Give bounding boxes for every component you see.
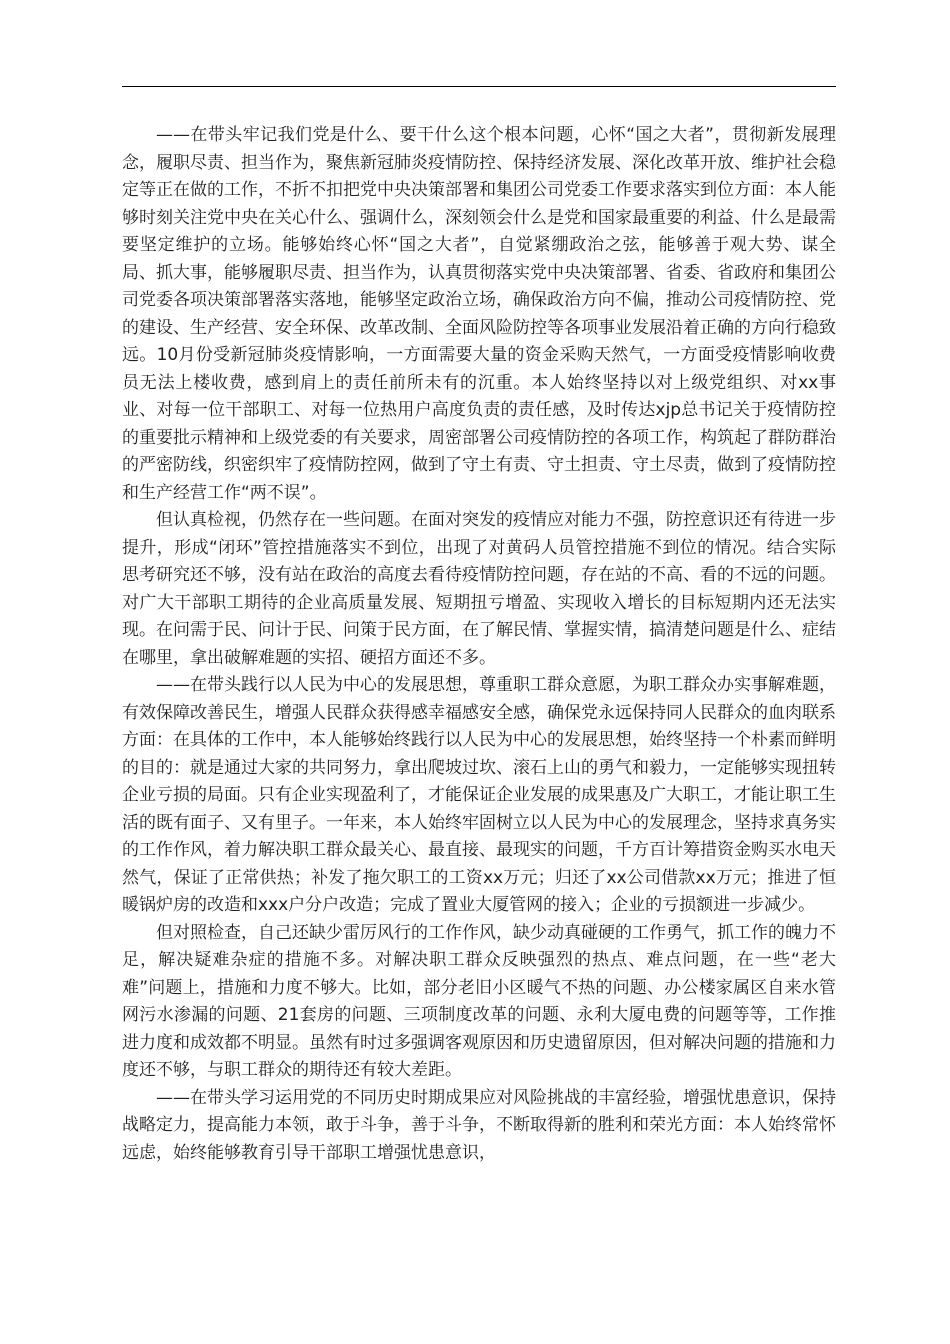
paragraph-3: ——在带头践行以人民为中心的发展思想，尊重职工群众意愿，为职工群众办实事解难题，有效保障改善民生，增强人民群众获得感幸福感安全感，确保党永远保持同人民群众的血肉联系方面：在具体的工作中，本人能够始终践行以人民为中心的发展思想，始终坚持一个朴素而鲜明的目的：就是通过大家的共同努力，拿出爬坡过坎、滚石上山的勇气和毅力，一定能够实现扭转企业亏损的局面。只有企业实现盈利了，才能保证企业发展的成果惠及广大职工，才能让职工生活的既有面子、又有里子。一年来，本人始终牢固树立以人民为中心的发展理念，坚持求真务实的工作作风，着力解决职工群众最关心、最直接、最现实的问题，千方百计筹措资金购买水电天然气，保证了正常供热；补发了拖欠职工的工资xx万元；归还了xx公司借款xx万元；推进了恒暖锅炉房的改造和xxx户分户改造；完成了置业大厦管网的接入；企业的亏损额进一步减少。 <box>122 675 836 915</box>
header-rule <box>122 86 836 87</box>
paragraph-4: 但对照检查，自己还缺少雷厉风行的工作作风，缺少动真碰硬的工作勇气，抓工作的魄力不足，解决疑难杂症的措施不多。对解决职工群众反映强烈的热点、难点问题，在一些“老大难”问题上，措施和力度不够大。比如，部分老旧小区暖气不热的问题、办公楼家属区自来水管网污水渗漏的问题、21套房的问题、三项制度改革的问题、永利大厦电费的问题等等，工作推进力度和成效都不明显。虽然有时过多强调客观原因和历史遗留原因，但对解决问题的措施和力度还不够，与职工群众的期待还有较大差距。 <box>122 922 836 1080</box>
paragraph-1: ——在带头牢记我们党是什么、要干什么这个根本问题，心怀“国之大者”，贯彻新发展理念，履职尽责、担当作为，聚焦新冠肺炎疫情防控、保持经济发展、深化改革开放、维护社会稳定等正在做的工作，不折不扣把党中央决策部署和集团公司党委工作要求落实到位方面：本人能够时刻关注党中央在关心什么、强调什么，深刻领会什么是党和国家最重要的利益、什么是最需要坚定维护的立场。能够始终心怀“国之大者”，自觉紧绷政治之弦，能够善于观大势、谋全局、抓大事，能够履职尽责、担当作为，认真贯彻落实党中央决策部署、省委、省政府和集团公司党委各项决策部署落实落地，能够坚定政治立场，确保政治方向不偏，推动公司疫情防控、党的建设、生产经营、安全环保、改革改制、全面风险防控等各项事业发展沿着正确的方向行稳致远。10月份受新冠肺炎疫情影响，一方面需要大量的资金采购天然气，一方面受疫情影响收费员无法上楼收费，感到肩上的责任前所未有的沉重。本人始终坚持以对上级党组织、对xx事业、对每一位干部职工、对每一位热用户高度负责的责任感，及时传达xjp总书记关于疫情防控的重要批示精神和上级党委的有关要求，周密部署公司疫情防控的各项工作，构筑起了群防群治的严密防线，织密织牢了疫情防控网，做到了守土有责、守土担责、守土尽责，做到了疫情防控和生产经营工作“两不误”。 <box>122 125 836 503</box>
document-body <box>122 122 836 1167</box>
paragraph-5: ——在带头学习运用党的不同历史时期成果应对风险挑战的丰富经验，增强忧患意识，保持战略定力，提高能力本领，敢于斗争，善于斗争，不断取得新的胜利和荣光方面：本人始终常怀远虑，始终能够教育引导干部职工增强忧患意识， <box>122 1087 836 1163</box>
paragraph-2: 但认真检视，仍然存在一些问题。在面对突发的疫情应对能力不强，防控意识还有待进一步提升，形成“闭环”管控措施落实不到位，出现了对黄码人员管控措施不到位的情况。结合实际思考研究还不够，没有站在政治的高度去看待疫情防控问题，存在站的不高、看的不远的问题。对广大干部职工期待的企业高质量发展、短期扭亏增盈、实现收入增长的目标短期内还无法实现。在问需于民、问计于民、问策于民方面，在了解民情、掌握实情，搞清楚问题是什么、症结在哪里，拿出破解难题的实招、硬招方面还不多。 <box>122 510 836 668</box>
